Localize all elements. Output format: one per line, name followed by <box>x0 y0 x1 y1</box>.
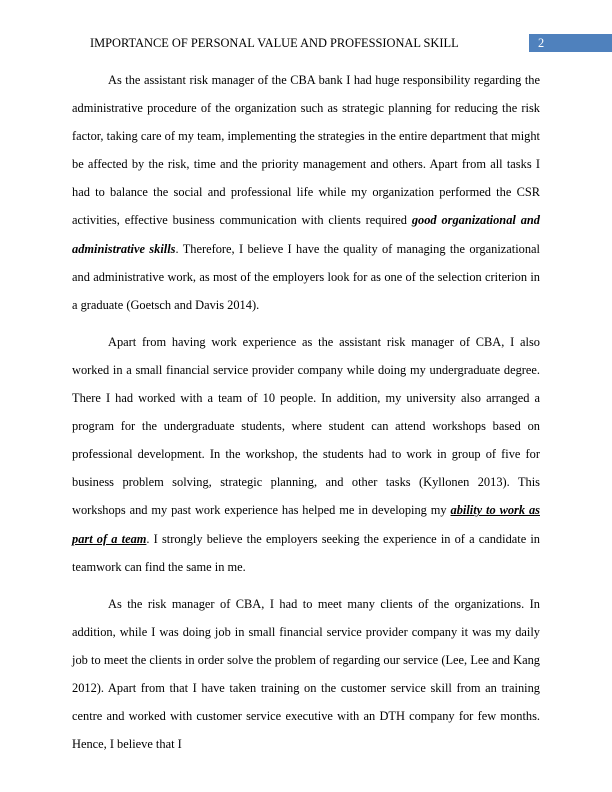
paragraph-text: As the risk manager of CBA, I had to meet many clients of the organizations. In addition, while I was doing job in small financial service provider company it was my daily job to meet the clients in order solve the problem of regarding our service (Lee, Lee and Kang 2012). Apart from that I have taken training on the customer service skill from an training centre and worked with customer service executive with an DTH company for few months. Hence, I believe that I <box>72 596 540 752</box>
paragraph-text: . I strongly believe the employers seeking the experience in of a candidate in teamwork can find the same in me. <box>72 531 540 574</box>
document-body <box>72 66 540 758</box>
page-number-box <box>529 34 612 52</box>
emphasized-skill: ability to work as part of a team <box>72 503 540 546</box>
emphasized-skill: good organizational and administrative skills <box>72 213 540 256</box>
paragraph-text: As the assistant risk manager of the CBA bank I had huge responsibility regarding the administrative procedure of the organization such as strategic planning for reducing the risk factor, taking care of my team, implementing the strategies in the entire department that might be affected by the risk, time and the priority management and others. Apart from all tasks I had to balance the social and professional life while my organization performed the CSR activities, effective business communication with clients required <box>72 73 540 228</box>
paragraph-text: Apart from having work experience as the assistant risk manager of CBA, I also worked in a small financial service provider company while doing my undergraduate degree. There I had worked with a team of 10 people. In addition, my university also arranged a program for the undergraduate students, where student can attend workshops based on professional development. In the workshop, the students had to work in group of five for business problem solving, strategic planning, and other tasks (Kyllonen 2013). This workshops and my past work experience has helped me in developing my <box>72 334 540 518</box>
page-number: 2 <box>538 36 545 50</box>
paragraph-text: . Therefore, I believe I have the quality of managing the organizational and administrative work, as most of the employers look for as one of the selection criterion in a graduate (Goetsch and Davis 2014). <box>72 241 540 312</box>
running-head: IMPORTANCE OF PERSONAL VALUE AND PROFESSIONAL SKILL <box>90 36 459 50</box>
page-header <box>0 34 612 52</box>
paragraph-customer-service <box>72 590 540 759</box>
paragraph-teamwork <box>72 328 540 581</box>
paragraph-organizational-skills <box>72 66 540 319</box>
